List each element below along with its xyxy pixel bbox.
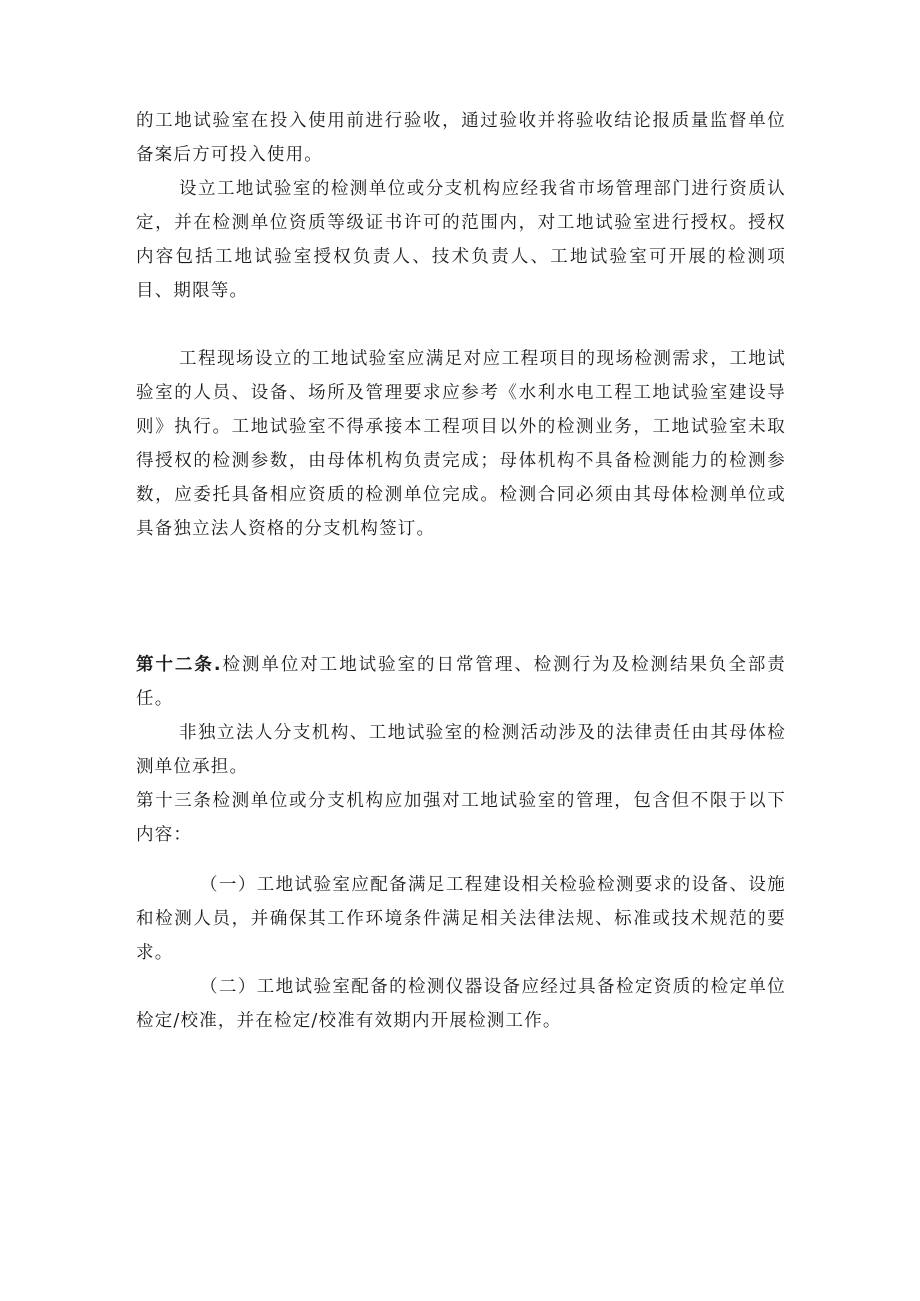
article-13: 第十三条检测单位或分支机构应加强对工地试验室的管理，包含但不限于以下内容： [136,791,786,845]
paragraph-legal-liability: 非独立法人分支机构、工地试验室的检测活动涉及的法律责任由其母体检测单位承担。 [136,723,786,777]
article-12 [136,648,786,716]
paragraph-qualification: 设立工地试验室的检测单位或分支机构应经我省市场管理部门进行资质认定，并在检测单位资质等级证书许可的范围内，对工地试验室进行授权。授权内容包括工地试验室授权负责人、技术负责人、工地试验室可开展的检测项目、期限等。 [136,179,786,301]
paragraph-acceptance: 的工地试验室在投入使用前进行验收，通过验收并将验收结论报质量监督单位备案后方可投入使用。 [136,111,786,165]
paragraph-site-lab-requirements: 工程现场设立的工地试验室应满足对应工程项目的现场检测需求，工地试验室的人员、设备、场所及管理要求应参考《水利水电工程工地试验室建设导则》执行。工地试验室不得承接本工程项目以外的检测业务，工地试验室未取得授权的检测参数，由母体机构负责完成；母体机构不具备检测能力的检测参数，应委托具备相应资质的检测单位完成。检测合同必须由其母体检测单位或具备独立法人资格的分支机构签订。 [136,349,786,539]
list-item-2: （二）工地试验室配备的检测仪器设备应经过具备检定资质的检定单位检定/校准，并在检定/校准有效期内开展检测工作。 [136,977,786,1031]
article-12-text: 检测单位对工地试验室的日常管理、检测行为及检测结果负全部责任。 [136,655,786,709]
article-12-label: 第十二条. [136,655,222,675]
list-item-1: （一）工地试验室应配备满足工程建设相关检验检测要求的设备、设施和检测人员，并确保其工作环境条件满足相关法律法规、标准或技术规范的要求。 [136,875,786,963]
